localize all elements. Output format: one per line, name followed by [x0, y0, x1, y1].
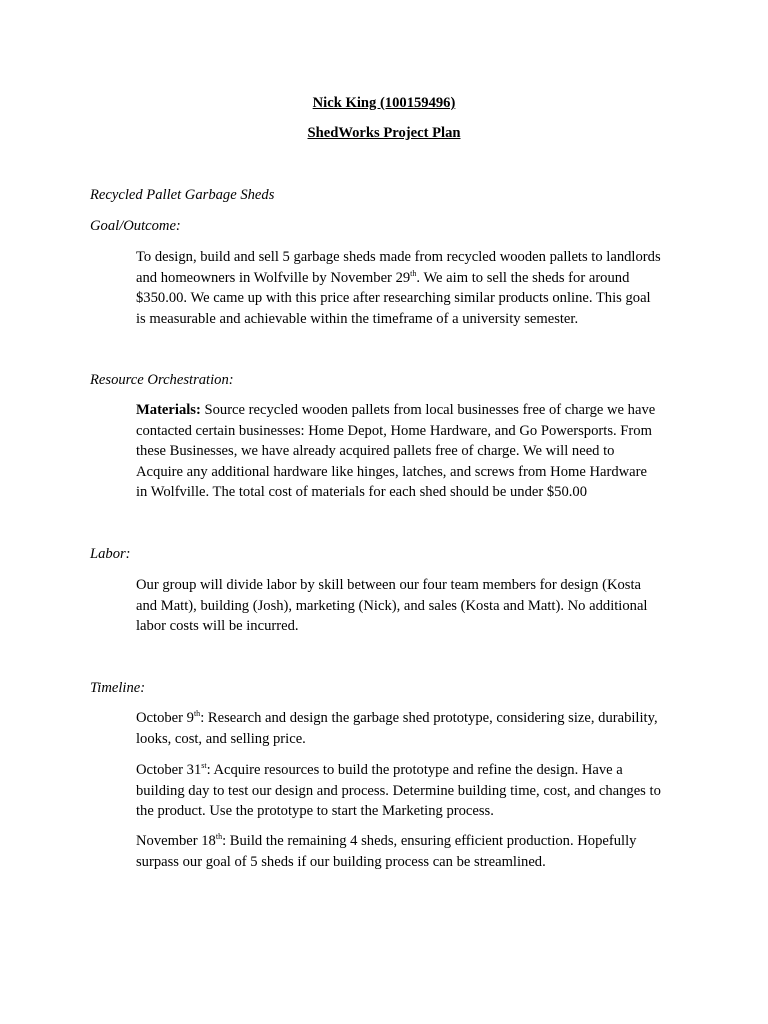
ordinal-suffix: th	[193, 709, 201, 718]
goal-line-text: and homeowners in Wolfville by November 29	[136, 269, 411, 286]
timeline-entry	[136, 708, 684, 749]
materials-line: Acquire any additional hardware like hinges, latches, and screws from Home Hardware	[136, 463, 647, 480]
materials-label: Materials:	[136, 402, 201, 418]
timeline-heading: Timeline:	[90, 680, 146, 696]
timeline-line	[136, 831, 684, 852]
timeline-date: October 9	[136, 710, 194, 726]
labor-heading: Labor:	[90, 546, 131, 562]
timeline-entry	[136, 831, 684, 872]
goal-line: $350.00. We came up with this price after researching similar products online. This goal	[136, 290, 651, 307]
timeline-text: : Acquire resources to build the prototype and refine the design. Have a	[206, 762, 623, 778]
labor-line: labor costs will be incurred.	[136, 618, 299, 635]
labor-line: and Matt), building (Josh), marketing (Nick), and sales (Kosta and Matt). No additional	[136, 597, 648, 614]
page-title: ShedWorks Project Plan	[307, 125, 461, 141]
labor-line: Our group will divide labor by skill between our four team members for design (Kosta	[136, 577, 641, 593]
timeline-date: October 31	[136, 762, 202, 778]
ordinal-suffix: th	[215, 832, 223, 841]
timeline-date: November 18	[136, 833, 216, 849]
materials-line: contacted certain businesses: Home Depot, Home Hardware, and Go Powersports. From	[136, 422, 652, 439]
resources-heading: Resource Orchestration:	[90, 372, 234, 388]
timeline-text: : Research and design the garbage shed prototype, considering size, durability,	[200, 710, 658, 726]
goal-heading: Goal/Outcome:	[90, 218, 181, 234]
materials-line: in Wolfville. The total cost of materials for each shed should be under $50.00	[136, 484, 587, 501]
timeline-line: the product. Use the prototype to start the Marketing process.	[136, 803, 494, 820]
goal-line	[136, 268, 684, 289]
materials-line	[136, 400, 684, 421]
timeline-entry	[136, 760, 684, 822]
goal-line-text: . We aim to sell the sheds for around	[416, 269, 630, 286]
ordinal-suffix: st	[201, 761, 207, 770]
timeline-line: surpass our goal of 5 sheds if our building process can be streamlined.	[136, 853, 546, 870]
project-name: Recycled Pallet Garbage Sheds	[90, 187, 275, 203]
timeline-text: : Build the remaining 4 sheds, ensuring efficient production. Hopefully	[222, 833, 637, 849]
author-heading: Nick King (100159496)	[312, 95, 456, 111]
materials-paragraph	[136, 400, 684, 503]
timeline-line: looks, cost, and selling price.	[136, 730, 306, 747]
timeline-line	[136, 760, 684, 781]
goal-line: To design, build and sell 5 garbage sheds made from recycled wooden pallets to landlords	[136, 249, 661, 265]
goal-paragraph	[136, 247, 684, 329]
materials-line-text: Source recycled wooden pallets from local businesses free of charge we have	[200, 402, 656, 418]
ordinal-suffix: th	[410, 268, 417, 278]
goal-line: is measurable and achievable within the timeframe of a university semester.	[136, 310, 579, 327]
timeline-line	[136, 708, 684, 729]
materials-line: these Businesses, we have already acquired pallets free of charge. We will need to	[136, 443, 615, 460]
timeline-line: building day to test our design and process. Determine building time, cost, and changes to	[136, 782, 661, 799]
labor-paragraph	[136, 575, 684, 637]
